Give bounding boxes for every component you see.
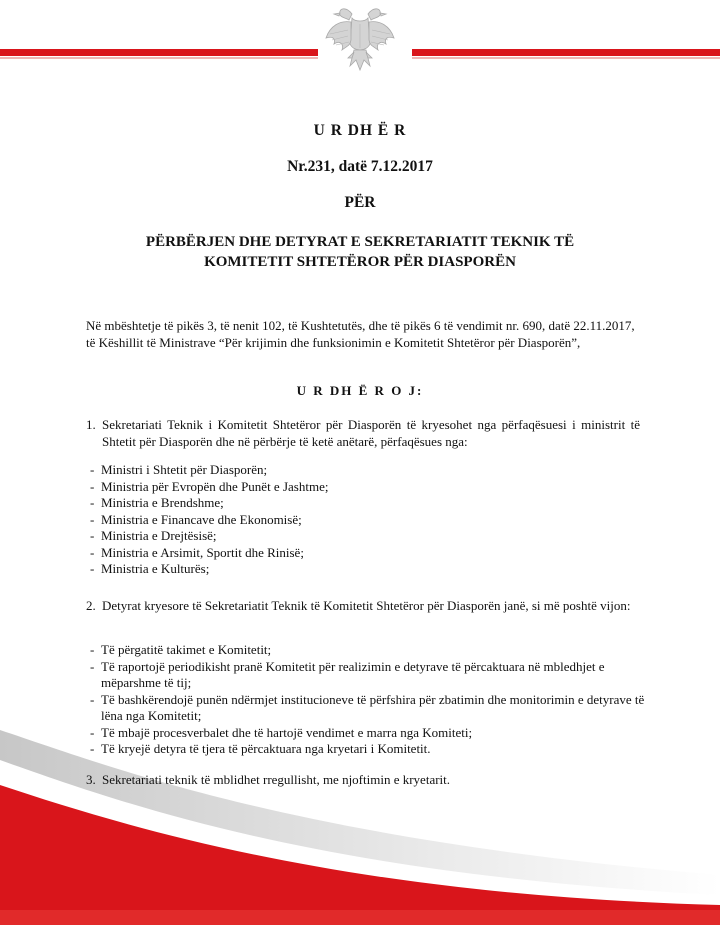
subject-line-2: KOMITETIT SHTETËROR PËR DIASPORËN <box>204 254 516 270</box>
point-2 <box>86 597 640 614</box>
header-rule-left-shadow <box>0 57 318 59</box>
header-rule-right-shadow <box>412 57 720 59</box>
document-subject <box>0 232 720 272</box>
point-1-list <box>90 462 646 578</box>
double-headed-eagle-icon <box>322 0 398 80</box>
document-per: PËR <box>344 194 376 211</box>
subject-line-1: PËRBËRJEN DHE DETYRAT E SEKRETARIATIT TEKNIK TË <box>145 234 575 250</box>
point-text: Sekretariati Teknik i Komitetit Shtetëror për Diasporën të kryesohet nga përfaqësuesi i ministrit të Shtetit për Diasporën dhe në përbërje të ketë anëtarë, përfaqësues nga: <box>102 417 640 449</box>
list-item: - Ministria e Brendshme; <box>90 495 646 512</box>
point-1 <box>86 416 640 450</box>
header-rule-right <box>412 49 720 56</box>
point-text: Sekretariati teknik të mblidhet rregullisht, me njoftimin e kryetarit. <box>102 772 451 787</box>
point-number: 2. <box>86 598 96 613</box>
list-item: - Ministri i Shtetit për Diasporën; <box>90 462 646 479</box>
list-item: - Ministria e Financave dhe Ekonomisë; <box>90 512 646 529</box>
point-text: Detyrat kryesore të Sekretariatit Teknik të Komitetit Shtetëror për Diasporën janë, si më poshtë vijon: <box>102 598 631 613</box>
point-3 <box>86 771 640 788</box>
list-item: - Të përgatitë takimet e Komitetit; <box>90 642 646 659</box>
list-item: - Ministria për Evropën dhe Punët e Jashtme; <box>90 479 646 496</box>
header-rule-left <box>0 49 318 56</box>
list-item: - Ministria e Drejtësisë; <box>90 528 646 545</box>
document-title: U R DH Ë R <box>313 122 407 139</box>
list-item: - Të raportojë periodikisht pranë Komitetit për realizimin e detyrave të përcaktuara në mbledhjet e mëparshme të tij; <box>90 659 646 692</box>
point-number: 3. <box>86 772 96 787</box>
list-item: - Ministria e Kulturës; <box>90 561 646 578</box>
footer-swoosh <box>0 700 720 925</box>
point-number: 1. <box>86 417 96 432</box>
intro-paragraph: Në mbështetje të pikës 3, të nenit 102, të Kushtetutës, dhe të pikës 6 të vendimit nr. 690, datë 22.11.2017, të Këshillit të Ministrave “Për krijimin dhe funksionimin e Komitetit Shtetëror për Diasporën”, <box>86 318 635 350</box>
list-item: - Ministria e Arsimit, Sportit dhe Rinisë; <box>90 545 646 562</box>
document-number: Nr.231, datë 7.12.2017 <box>287 158 433 175</box>
list-item: - Të kryejë detyra të tjera të përcaktuara nga kryetari i Komitetit. <box>90 741 646 758</box>
list-item: - Të bashkërendojë punën ndërmjet institucioneve të përfshira për zbatimin dhe monitorimin e detyrave të lëna nga Komitetit; <box>90 692 646 725</box>
list-item: - Të mbajë procesverbalet dhe të hartojë vendimet e marra nga Komiteti; <box>90 725 646 742</box>
order-heading: U R DH Ë R O J: <box>296 383 424 398</box>
